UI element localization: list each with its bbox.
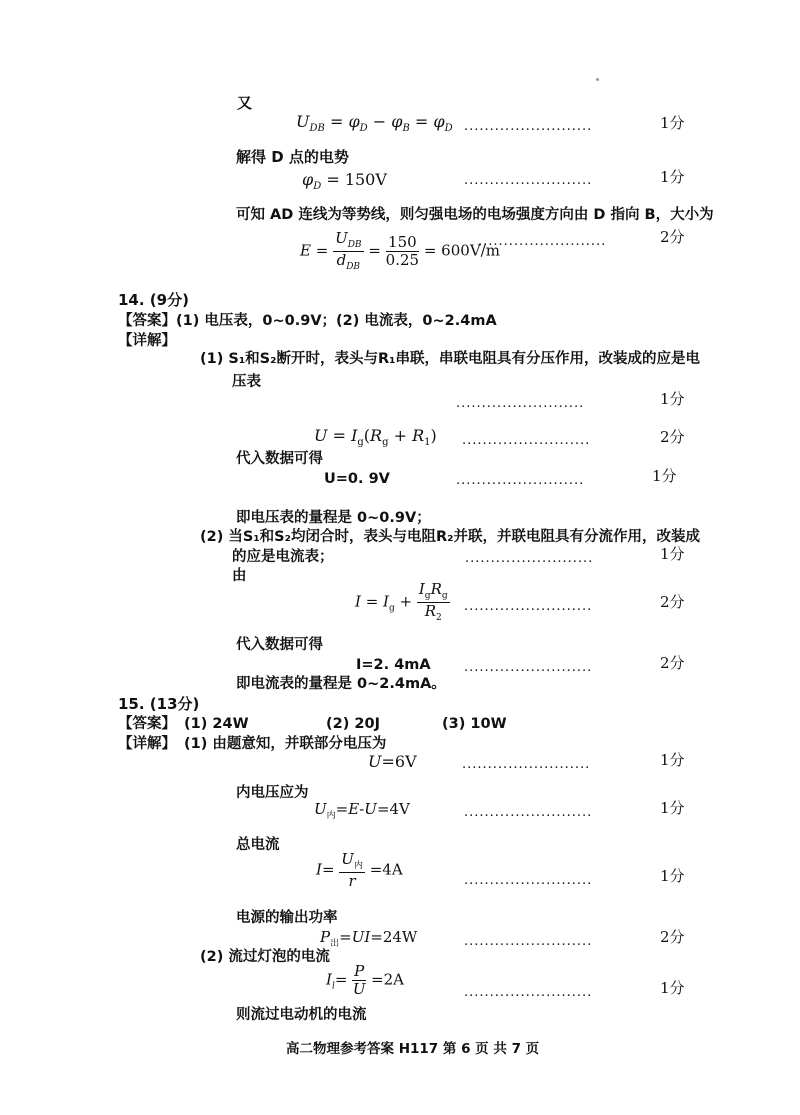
line-you: 又 [237, 94, 253, 112]
score-1: 1分 [660, 114, 685, 132]
formula-u6: U=6V [368, 752, 417, 771]
score-dots: ......................... [464, 985, 593, 1000]
formula-pout: $P_出=UI=24W$ [320, 928, 418, 949]
formula-uinner: $U_内=E-U=4V$ [314, 800, 410, 821]
q15-header: 15. (13分) [118, 695, 200, 713]
score-2: 1分 [660, 168, 685, 186]
line-solve-d: 解得 D 点的电势 [236, 148, 349, 166]
score-3: 2分 [660, 228, 685, 246]
formula-i4: I= $\frac{U_内}{r}$ =4A [316, 850, 403, 890]
score-7: 1分 [660, 545, 685, 563]
q14-part2-line2: 的应是电流表； [232, 549, 334, 565]
score-11: 1分 [660, 799, 685, 817]
q14-part1-line2: 压表 [232, 374, 261, 390]
score-4: 1分 [660, 390, 685, 408]
q14-range-2: 即电流表的量程是 0~2.4mA。 [236, 676, 446, 692]
score-dots: ......................... [464, 873, 593, 888]
scan-speck [596, 78, 599, 81]
score-13: 2分 [660, 928, 685, 946]
score-dots: ......................... [464, 660, 593, 675]
score-6: 1分 [652, 467, 677, 485]
q14-i-result: I=2. 4mA [356, 657, 431, 673]
page-footer: 高二物理参考答案 H117 第 6 页 共 7 页 [286, 1041, 540, 1057]
q14-header: 14. (9分) [118, 291, 189, 309]
q15-total-current: 总电流 [236, 837, 280, 853]
q15-answer-3: (3) 10W [442, 716, 507, 732]
q15-inner-voltage: 内电压应为 [236, 785, 309, 801]
formula-phid: $\varphi_D = 150V$ [302, 170, 387, 193]
score-dots: ......................... [456, 396, 585, 411]
q14-detail-tag: 【详解】 [118, 333, 176, 349]
q15-part2: (2) 流过灯泡的电流 [200, 949, 330, 965]
formula-u-ig: $U = I_g(R_g + R_1)$ [314, 426, 437, 449]
score-dots: ......................... [478, 234, 607, 249]
q15-answer-2: (2) 20J [326, 716, 380, 732]
q15-answer-tag: 【答案】 [118, 716, 176, 732]
score-dots: ......................... [464, 805, 593, 820]
q14-part1-line1: (1) S₁和S₂断开时，表头与R₁串联，串联电阻具有分压作用，改装成的应是电 [200, 351, 700, 367]
q14-substitute-1: 代入数据可得 [236, 451, 323, 467]
line-equipotential: 可知 AD 连线为等势线，则匀强电场的电场强度方向由 D 指向 B，大小为 [236, 207, 714, 223]
q15-answer-1: (1) 24W [184, 716, 249, 732]
q14-substitute-2: 代入数据可得 [236, 637, 323, 653]
score-14: 1分 [660, 979, 685, 997]
score-dots: ......................... [462, 757, 591, 772]
score-dots: ......................... [464, 934, 593, 949]
score-dots: ......................... [456, 473, 585, 488]
q15-detail-tag: 【详解】 [118, 736, 176, 752]
score-9: 2分 [660, 654, 685, 672]
formula-il: $I_l=$ $\frac{P}{U}$ =2A [326, 962, 404, 998]
score-dots: ......................... [464, 173, 593, 188]
q14-answer: 【答案】(1) 电压表，0~0.9V；(2) 电流表，0~2.4mA [118, 313, 497, 329]
formula-udb: $U_{DB} = \varphi_D - \varphi_B = \varphi_D$ [296, 112, 453, 135]
q15-motor-current: 则流过电动机的电流 [236, 1007, 367, 1023]
score-8: 2分 [660, 593, 685, 611]
q15-part1: (1) 由题意知，并联部分电压为 [184, 736, 387, 752]
score-dots: ......................... [464, 599, 593, 614]
score-10: 1分 [660, 751, 685, 769]
formula-i-ig: $I = I_g$ + $\frac{I_gR_g}{R_2}$ [355, 580, 448, 623]
formula-e: E = $\frac{U_{DB}}{d_{DB}}$ = $\frac{150}{0.25}$ = 600V/m [300, 229, 500, 272]
score-12: 1分 [660, 867, 685, 885]
score-dots: ......................... [464, 119, 593, 134]
q14-range-1: 即电压表的量程是 0~0.9V； [236, 510, 431, 526]
q15-output-power: 电源的输出功率 [236, 910, 338, 926]
q14-u-result: U=0. 9V [324, 471, 390, 487]
score-5: 2分 [660, 428, 685, 446]
score-dots: ......................... [462, 433, 591, 448]
q14-part2-line1: (2) 当S₁和S₂均闭合时，表头与电阻R₂并联，并联电阻具有分流作用，改装成 [200, 529, 700, 545]
q14-part2-line3: 由 [232, 568, 247, 584]
score-dots: ......................... [465, 551, 594, 566]
